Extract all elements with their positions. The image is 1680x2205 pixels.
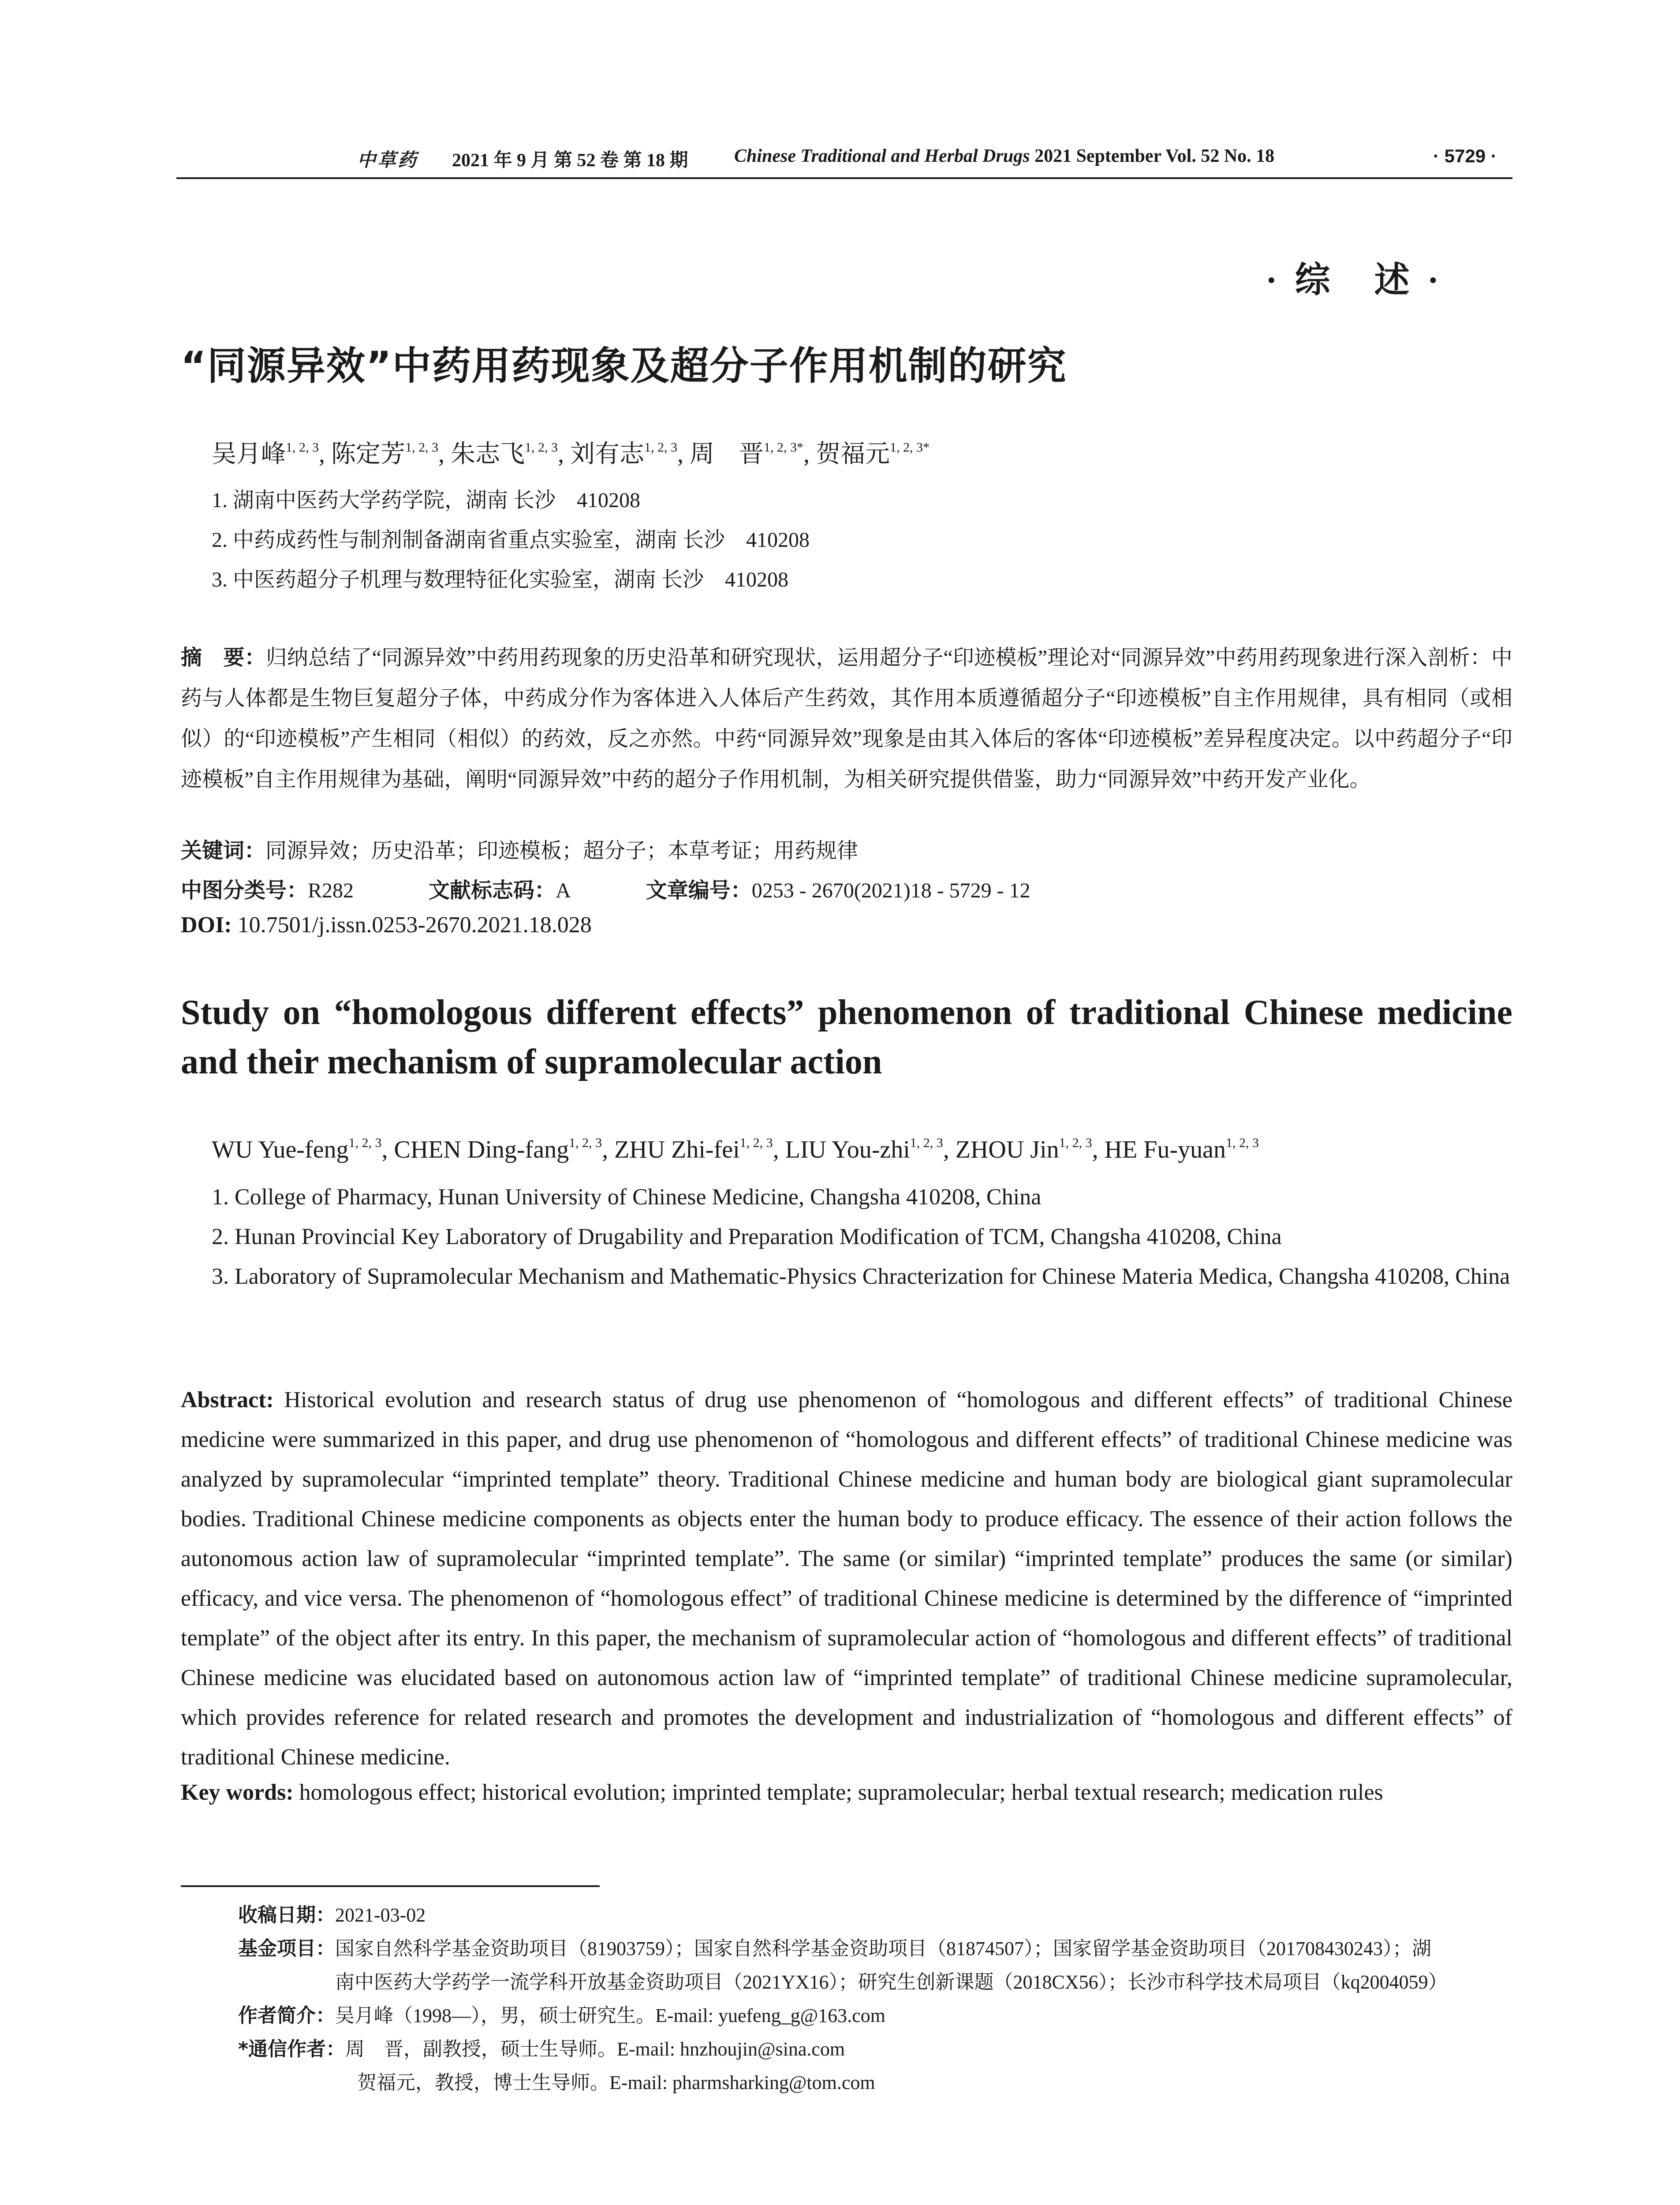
issue-info-en: 2021 September Vol. 52 No. 18 <box>1034 146 1275 166</box>
footnote-author <box>238 1999 1512 2033</box>
issue-info-cn: 2021 年 9 月 第 52 卷 第 18 期 <box>452 150 688 171</box>
affiliation-en: 2. Hunan Provincial Key Laboratory of Drugability and Preparation Modification of TCM, Changsha 410208, China <box>212 1224 1282 1249</box>
section-label: · 综 述 · <box>1266 261 1444 300</box>
classification-line <box>181 873 1030 904</box>
affiliations-en <box>212 1177 1512 1297</box>
keywords-cn-label: 关键词： <box>181 838 266 863</box>
author-cn: 吴月峰$^{1, 2, 3}$, <box>212 440 331 468</box>
affiliation-cn: 2. 中药成药性与制剂制备湖南省重点实验室，湖南 长沙 410208 <box>212 528 810 552</box>
affiliation-en: 1. College of Pharmacy, Hunan University of Chinese Medicine, Changsha 410208, China <box>212 1185 1042 1210</box>
footnote-received <box>238 1899 1512 1932</box>
affiliations-cn <box>212 481 1512 600</box>
author-en: ZHU Zhi-fei$^{1, 2, 3}$, <box>614 1136 785 1163</box>
doi-value: 10.7501/j.issn.0253-2670.2021.18.028 <box>231 912 592 938</box>
affiliation-cn: 1. 湖南中医药大学药学院，湖南 长沙 410208 <box>212 489 641 512</box>
keywords-cn-text: 同源异效；历史沿革；印迹模板；超分子；本草考证；用药规律 <box>265 839 859 863</box>
article-id-value: 0253 - 2670(2021)18 - 5729 - 12 <box>751 879 1030 902</box>
title-cn: “同源异效”中药用药现象及超分子作用机制的研究 <box>181 343 1067 389</box>
title-en: Study on “homologous different effects” phenomenon of traditional Chinese medicine and their mechanism of supramolecular action <box>181 993 1512 1081</box>
doc-code-label: 文献标志码： <box>429 878 556 903</box>
journal-name-en: Chinese Traditional and Herbal Drugs <box>734 146 1030 166</box>
clc-label: 中图分类号： <box>181 878 308 903</box>
page-number: · 5729 · <box>1433 146 1497 166</box>
abstract-cn-label: 摘 要： <box>181 645 266 670</box>
clc-value: R282 <box>308 879 354 902</box>
keywords-cn <box>181 833 858 864</box>
journal-name-cn: 中草药 <box>357 150 418 171</box>
running-header <box>176 146 1512 172</box>
authors-en <box>212 1136 1259 1164</box>
received-label: 收稿日期： <box>238 1904 335 1926</box>
author-en: HE Fu-yuan$^{1, 2, 3}$ <box>1104 1136 1259 1163</box>
footnote-rule <box>181 1885 600 1887</box>
doi-label: DOI: <box>181 912 232 938</box>
authors-cn <box>212 434 930 470</box>
keywords-en-text: homologous effect; historical evolution; imprinted template; supramolecular; herbal textual research; medication rules <box>293 1780 1383 1805</box>
affiliation-en: 3. Laboratory of Supramolecular Mechanism and Mathematic-Physics Chracterization for Chinese Materia Medica, Changsha 410208, China <box>212 1264 1510 1289</box>
fund-label: 基金项目： <box>238 1937 335 1960</box>
abstract-en <box>181 1380 1512 1777</box>
author-cn: 朱志飞$^{1, 2, 3}$, <box>451 440 570 468</box>
corresponding-author-1: 周 晋，副教授，硕士生导师。E-mail: hnzhoujin@sina.com <box>345 2038 845 2060</box>
keywords-en-label: Key words: <box>181 1780 294 1805</box>
footnotes <box>238 1899 1512 2100</box>
author-en: WU Yue-feng$^{1, 2, 3}$, <box>212 1136 394 1163</box>
doc-code-value: A <box>556 879 571 902</box>
author-bio-label: 作者简介： <box>238 2004 335 2027</box>
fund-text: 国家自然科学基金资助项目（81903759）；国家自然科学基金资助项目（81874507）；国家留学基金资助项目（201708430243）；湖 南中医药大学药学一流学科开放基金资助项目（2021YX16）；研究生创新课题（2018CX56）；长沙市科学技术局项目（kq2004059） <box>335 1938 1448 1993</box>
author-bio: 吴月峰（1998—），男，硕士研究生。E-mail: yuefeng_g@163.com <box>335 2005 885 2026</box>
author-cn: 刘有志$^{1, 2, 3}$, <box>570 440 690 468</box>
header-rule <box>176 177 1512 179</box>
abstract-en-text: Historical evolution and research status of drug use phenomenon of “homologous and different effects” of traditional Chinese medicine were summarized in this paper, and drug use phenomenon of “homologous and different effects” of traditional Chinese medicine was analyzed by supramolecular “imprinted template” theory. Traditional Chinese medicine and human body are biological giant supramolecular bodies. Traditional Chinese medicine components as objects enter the human body to produce efficacy. The essence of their action follows the autonomous action law of supramolecular “imprinted template”. The same (or similar) “imprinted template” produces the same (or similar) efficacy, and vice versa. The phenomenon of “homologous effect” of traditional Chinese medicine is determined by the difference of “imprinted template” of the object after its entry. In this paper, the mechanism of supramolecular action of “homologous and different effects” of traditional Chinese medicine was elucidated based on autonomous action law of “imprinted template” of traditional Chinese medicine supramolecular, which provides reference for related research and promotes the development and industrialization of “homologous and different effects” of traditional Chinese medicine. <box>181 1387 1512 1770</box>
received-date: 2021-03-02 <box>335 1904 426 1926</box>
author-en: LIU You-zhi$^{1, 2, 3}$, <box>785 1136 956 1163</box>
abstract-en-label: Abstract: <box>181 1387 274 1413</box>
affiliation-cn: 3. 中医药超分子机理与数理特征化实验室，湖南 长沙 410208 <box>212 568 789 591</box>
author-en: CHEN Ding-fang$^{1, 2, 3}$, <box>394 1136 615 1163</box>
article-id-label: 文章编号： <box>646 878 752 903</box>
journal-issue-en <box>734 146 1274 167</box>
corresponding-author-2: 贺福元，教授，博士生导师。E-mail: pharmsharking@tom.com <box>357 2072 875 2093</box>
author-en: ZHOU Jin$^{1, 2, 3}$, <box>955 1136 1105 1163</box>
corresponding-label: *通信作者： <box>238 2038 346 2060</box>
footnote-fund <box>238 1932 1512 1999</box>
author-cn: 贺福元$^{1, 2, 3*}$ <box>816 440 930 468</box>
abstract-cn <box>181 637 1512 800</box>
author-cn: 陈定芳$^{1, 2, 3}$, <box>331 440 451 468</box>
footnote-corresponding <box>238 2033 1512 2066</box>
abstract-cn-text: 归纳总结了“同源异效”中药用药现象的历史沿革和研究现状，运用超分子“印迹模板”理论对“同源异效”中药用药现象进行深入剖析：中药与人体都是生物巨复超分子体，中药成分作为客体进入人体后产生药效，其作用本质遵循超分子“印迹模板”自主作用规律，具有相同（或相似）的“印迹模板”产生相同（相似）的药效，反之亦然。中药“同源异效”现象是由其入体后的客体“印迹模板”差异程度决定。以中药超分子“印迹模板”自主作用规律为基础，阐明“同源异效”中药的超分子作用机制，为相关研究提供借鉴，助力“同源异效”中药开发产业化。 <box>181 646 1512 791</box>
author-cn: 周 晋$^{1, 2, 3*}$, <box>690 440 816 468</box>
doi-line <box>181 912 592 938</box>
keywords-en <box>181 1773 1512 1813</box>
